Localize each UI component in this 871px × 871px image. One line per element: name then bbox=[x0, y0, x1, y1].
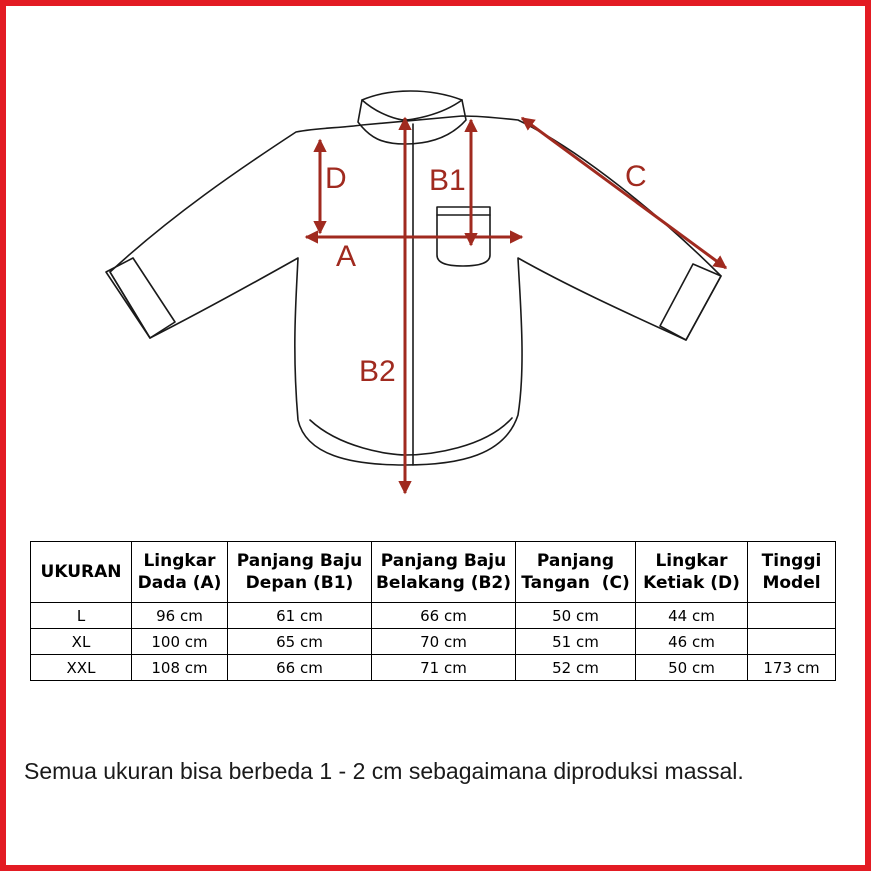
cell-panjang-tangan: 50 cm bbox=[516, 603, 636, 629]
header-lingkar-dada: Lingkar Dada (A) bbox=[132, 542, 228, 603]
label-d: D bbox=[325, 162, 347, 195]
label-b2: B2 bbox=[359, 355, 396, 388]
header-panjang-depan: Panjang Baju Depan (B1) bbox=[228, 542, 372, 603]
cell-lingkar-dada: 108 cm bbox=[132, 655, 228, 681]
measure-c-line bbox=[522, 118, 726, 268]
label-b1: B1 bbox=[429, 164, 466, 197]
table-row bbox=[31, 655, 836, 681]
table-header-row bbox=[31, 542, 836, 603]
cell-tinggi-model bbox=[748, 603, 836, 629]
cell-panjang-belakang: 70 cm bbox=[372, 629, 516, 655]
cell-lingkar-ketiak: 50 cm bbox=[636, 655, 748, 681]
measure-lines bbox=[306, 118, 726, 493]
label-a: A bbox=[336, 240, 357, 273]
header-panjang-tangan: Panjang Tangan (C) bbox=[516, 542, 636, 603]
cell-lingkar-ketiak: 44 cm bbox=[636, 603, 748, 629]
header-tinggi-model: Tinggi Model bbox=[748, 542, 836, 603]
cell-lingkar-dada: 96 cm bbox=[132, 603, 228, 629]
cell-lingkar-dada: 100 cm bbox=[132, 629, 228, 655]
cell-panjang-depan: 61 cm bbox=[228, 603, 372, 629]
cell-lingkar-ketiak: 46 cm bbox=[636, 629, 748, 655]
header-ukuran: UKURAN bbox=[31, 542, 132, 603]
cell-panjang-tangan: 51 cm bbox=[516, 629, 636, 655]
cell-size: XXL bbox=[31, 655, 132, 681]
cell-panjang-tangan: 52 cm bbox=[516, 655, 636, 681]
cell-panjang-depan: 66 cm bbox=[228, 655, 372, 681]
table-row bbox=[31, 603, 836, 629]
cell-panjang-belakang: 66 cm bbox=[372, 603, 516, 629]
cell-panjang-depan: 65 cm bbox=[228, 629, 372, 655]
cell-panjang-belakang: 71 cm bbox=[372, 655, 516, 681]
cell-tinggi-model: 173 cm bbox=[748, 655, 836, 681]
shirt-outline bbox=[106, 91, 721, 465]
disclaimer-note: Semua ukuran bisa berbeda 1 - 2 cm sebagaimana diproduksi massal. bbox=[24, 758, 744, 784]
header-lingkar-ketiak: Lingkar Ketiak (D) bbox=[636, 542, 748, 603]
cell-size: L bbox=[31, 603, 132, 629]
size-table bbox=[30, 541, 836, 681]
label-c: C bbox=[625, 160, 647, 193]
table-row bbox=[31, 629, 836, 655]
cell-tinggi-model bbox=[748, 629, 836, 655]
header-panjang-belakang: Panjang Baju Belakang (B2) bbox=[372, 542, 516, 603]
cell-size: XL bbox=[31, 629, 132, 655]
